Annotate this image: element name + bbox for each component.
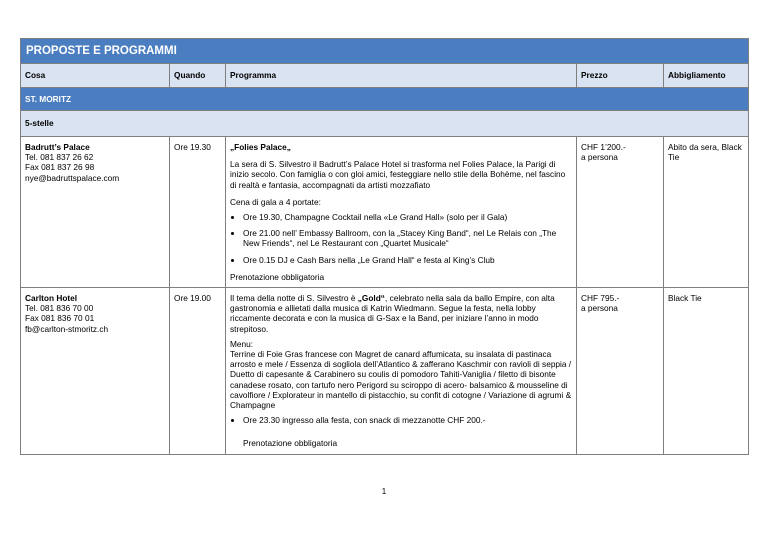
event-title: „Folies Palace„	[230, 142, 291, 152]
event-intro	[230, 293, 572, 334]
schedule-list	[230, 212, 572, 265]
time-cell: Ore 19.30	[170, 137, 226, 288]
program-cell	[226, 288, 577, 455]
dress-cell: Abito da sera, Black Tie	[664, 137, 749, 288]
program-cell	[226, 137, 577, 288]
intro-text: Il tema della notte di S. Silvestro è	[230, 293, 358, 304]
event-description: La sera di S. Silvestro il Badrutt’s Palace Hotel si trasforma nel Folies Palace, la Parigi di inizio secolo. Con famiglia o con gloi amici, festeggiare nello stile della Bohème, nel fascino di realtà e fantasia, accompagnati da artisti mozzafiato	[230, 159, 566, 190]
booking-note: Prenotazione obbligatoria	[243, 438, 338, 449]
venue-email[interactable]: fb@carlton-stmoritz.ch	[25, 323, 109, 334]
list-item: • Ore 0.15 DJ e Cash Bars nella „Le Grand Hall“ e festa al King’s Club	[243, 255, 572, 265]
table-title-row	[21, 39, 749, 64]
header-row	[21, 64, 749, 88]
venue-name: Badrutt’s Palace	[25, 142, 90, 152]
price-cell	[577, 288, 664, 455]
event-theme: „Gold“	[357, 293, 385, 304]
venue-fax: Fax 081 837 26 98	[25, 162, 95, 173]
price-value: CHF 795.-	[581, 293, 620, 304]
category-row	[21, 111, 749, 137]
menu-intro: Cena di gala a 4 portate:	[230, 196, 321, 207]
venue-tel: Tel. 081 837 26 62	[25, 152, 94, 163]
intro-text-rest: , celebrato nella sala da ballo Empire, con alta gastronomia e allietati dalla musica di Katrin Wiedmann. Segue la festa, nella lobby riccamente decorata e con la musica di G-Sax e la Band, per iniziare l’anno in modo strepitoso.	[230, 293, 555, 334]
page-number: 1	[381, 487, 387, 496]
schedule-list	[230, 415, 572, 425]
city-label: ST. MORITZ	[21, 88, 749, 111]
list-item: • Ore 21.00 nell’ Embassy Ballroom, con la „Stacey King Band“, nel Le Relais con „The New Friends“, nel Le Restaurant con „Quartet Musicale“	[243, 228, 572, 248]
menu-label: Menu:	[230, 338, 254, 349]
price-unit: a persona	[581, 303, 618, 314]
venue-cell	[21, 288, 170, 455]
price-cell	[577, 137, 664, 288]
venue-tel: Tel. 081 836 70 00	[25, 303, 94, 314]
header-prezzo: Prezzo	[577, 64, 664, 88]
venue-cell	[21, 137, 170, 288]
city-row	[21, 88, 749, 111]
header-abbigliamento: Abbigliamento	[664, 64, 749, 88]
table-title: PROPOSTE E PROGRAMMI	[21, 39, 749, 64]
program-table	[20, 38, 749, 455]
venue-email[interactable]: nye@badruttspalace.com	[25, 172, 120, 183]
time-cell: Ore 19.00	[170, 288, 226, 455]
menu-text: Terrine di Foie Gras francese con Magret de canard affumicata, su insalata di pastinaca arrosto e mele / Essenza di sogliola dell’Atlantico & zafferano Kaschmir con ravioli di seppia / Duetto di capesante & Carabinero su coulis di pomodoro Tahiti-Vaniglia / filetto di bisonte canadese rosato, con tartufo nero Perigord su sciroppo di acero- balsamico & mousseline di cavolfiore / Explorateur in mantello di pistacchio, su confit di cotogne / Variazione di agrumi & Champagne	[230, 349, 572, 411]
venue-fax: Fax 081 836 70 01	[25, 313, 95, 324]
price-value: CHF 1’200.-	[581, 142, 626, 152]
booking-note: Prenotazione obbligatoria	[230, 271, 325, 282]
table-row	[21, 137, 749, 288]
list-item: • Ore 19.30, Champagne Cocktail nella «Le Grand Hall» (solo per il Gala)	[243, 212, 572, 222]
header-cosa: Cosa	[21, 64, 170, 88]
header-quando: Quando	[170, 64, 226, 88]
venue-name: Carlton Hotel	[25, 293, 78, 304]
header-programma: Programma	[226, 64, 577, 88]
list-item: • Ore 23.30 ingresso alla festa, con snack di mezzanotte CHF 200.-	[243, 415, 572, 425]
table-row	[21, 288, 749, 455]
dress-cell: Black Tie	[664, 288, 749, 455]
price-unit: a persona	[581, 152, 618, 163]
category-label: 5-stelle	[21, 111, 749, 137]
